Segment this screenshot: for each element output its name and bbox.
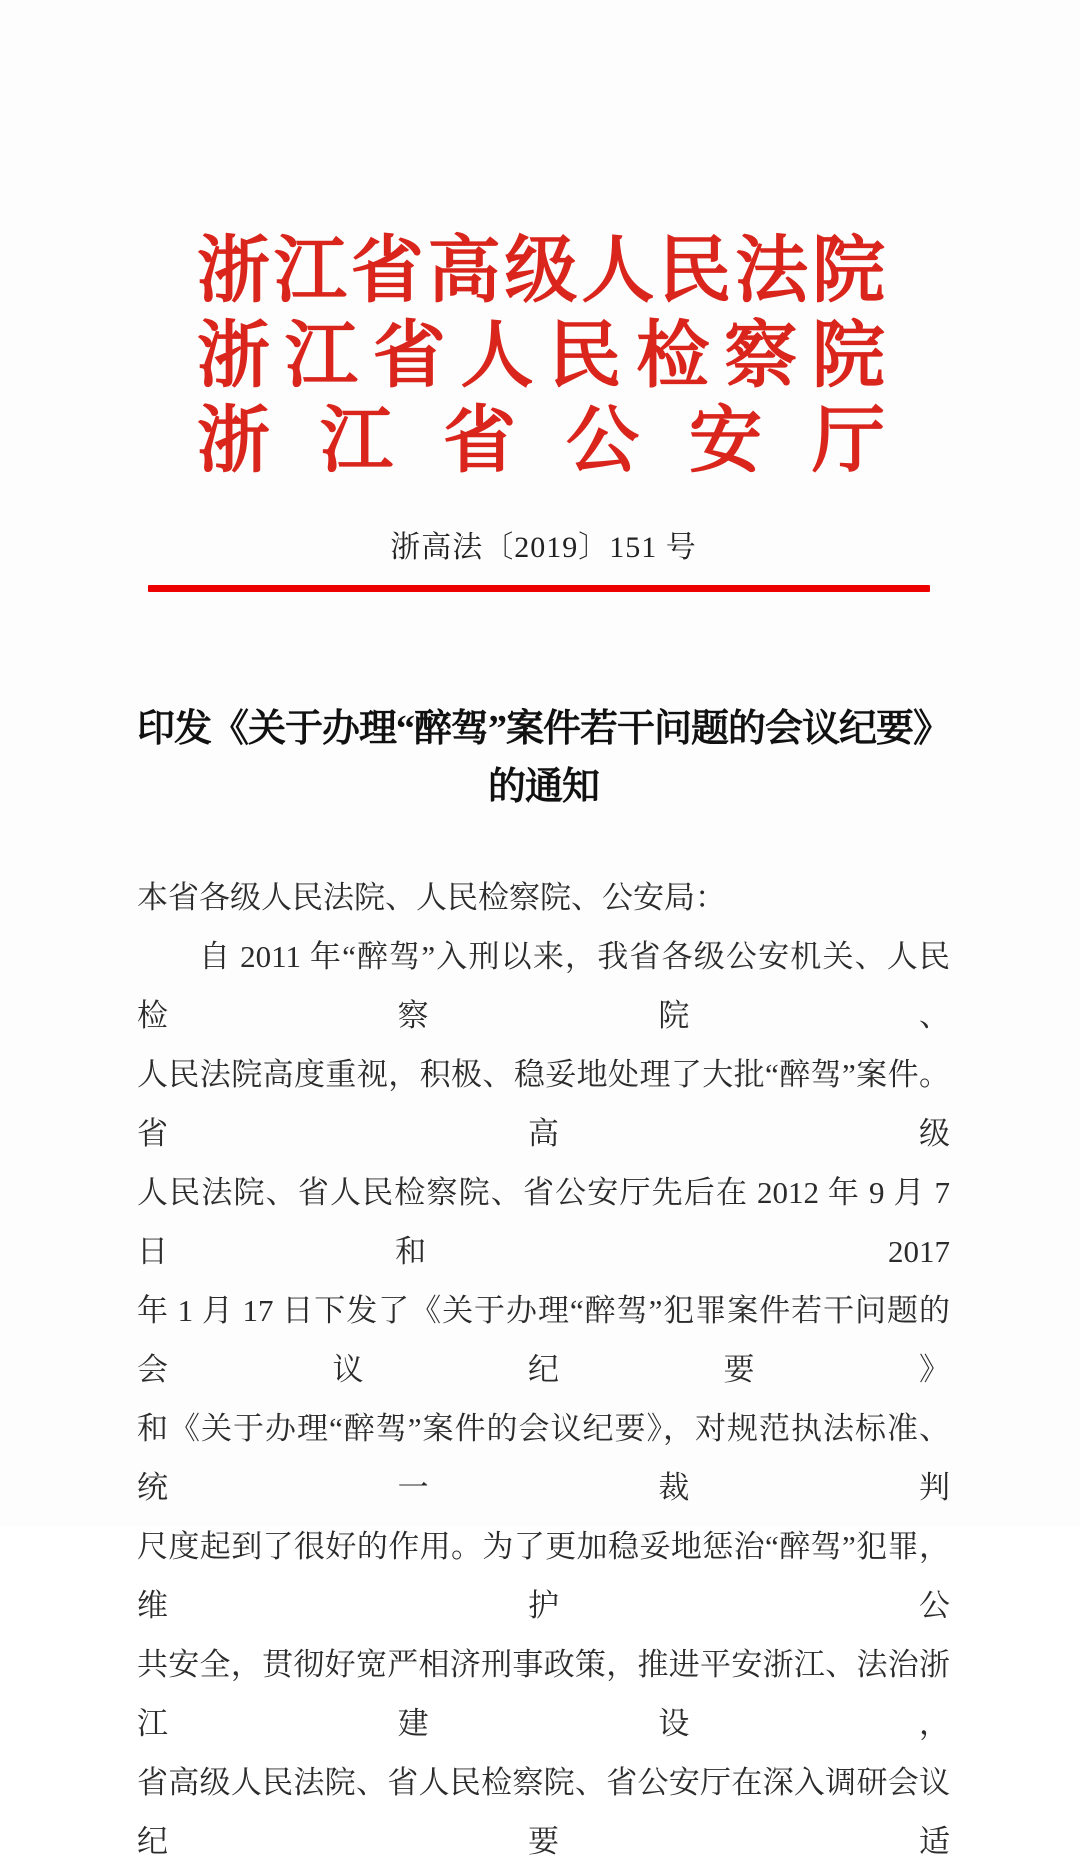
salutation-line: 本省各级人民法院、人民检察院、公安局： [137, 880, 726, 915]
letterhead [197, 228, 885, 483]
body-text-line: 共安全，贯彻好宽严相济刑事政策，推进平安浙江、法治浙江建设， [137, 1647, 950, 1741]
document-title [137, 700, 950, 816]
body-text-line: 省高级人民法院、省人民检察院、省公安厅在深入调研会议纪要适 [137, 1765, 950, 1859]
body-text-line: 人民法院高度重视，积极、稳妥地处理了大批“醉驾”案件。省高级 [137, 1057, 950, 1151]
document-content [137, 0, 950, 1871]
letterhead-org-line-court: 浙 江 省 高 级 人 民 法 院 [197, 230, 885, 311]
document-title-line-2: 的通知 [487, 766, 599, 808]
body-text-line: 尺度起到了很好的作用。为了更加稳妥地惩治“醉驾”犯罪，维护公 [137, 1529, 950, 1623]
document-body [137, 868, 950, 1871]
body-text-line: 年 1 月 17 日下发了《关于办理“醉驾”犯罪案件若干问题的会议纪要》 [137, 1293, 950, 1387]
document-title-line-1: 印发《关于办理“醉驾”案件若干问题的会议纪要》 [137, 708, 951, 750]
document-number: 浙高法〔2019〕151 号 [390, 531, 697, 564]
letterhead-org-line-public-security: 浙 江 省 公 安 厅 [197, 400, 885, 481]
body-text-line: 和《关于办理“醉驾”案件的会议纪要》，对规范执法标准、统一裁判 [137, 1411, 950, 1505]
letterhead-org-line-procuratorate: 浙 江 省 人 民 检 察 院 [197, 315, 885, 396]
red-divider-rule [148, 585, 930, 592]
body-text-line: 自 2011 年“醉驾”入刑以来，我省各级公安机关、人民检察院、 [137, 939, 950, 1033]
body-text-line: 人民法院、省人民检察院、省公安厅先后在 2012 年 9 月 7 日和 2017 [137, 1175, 950, 1269]
